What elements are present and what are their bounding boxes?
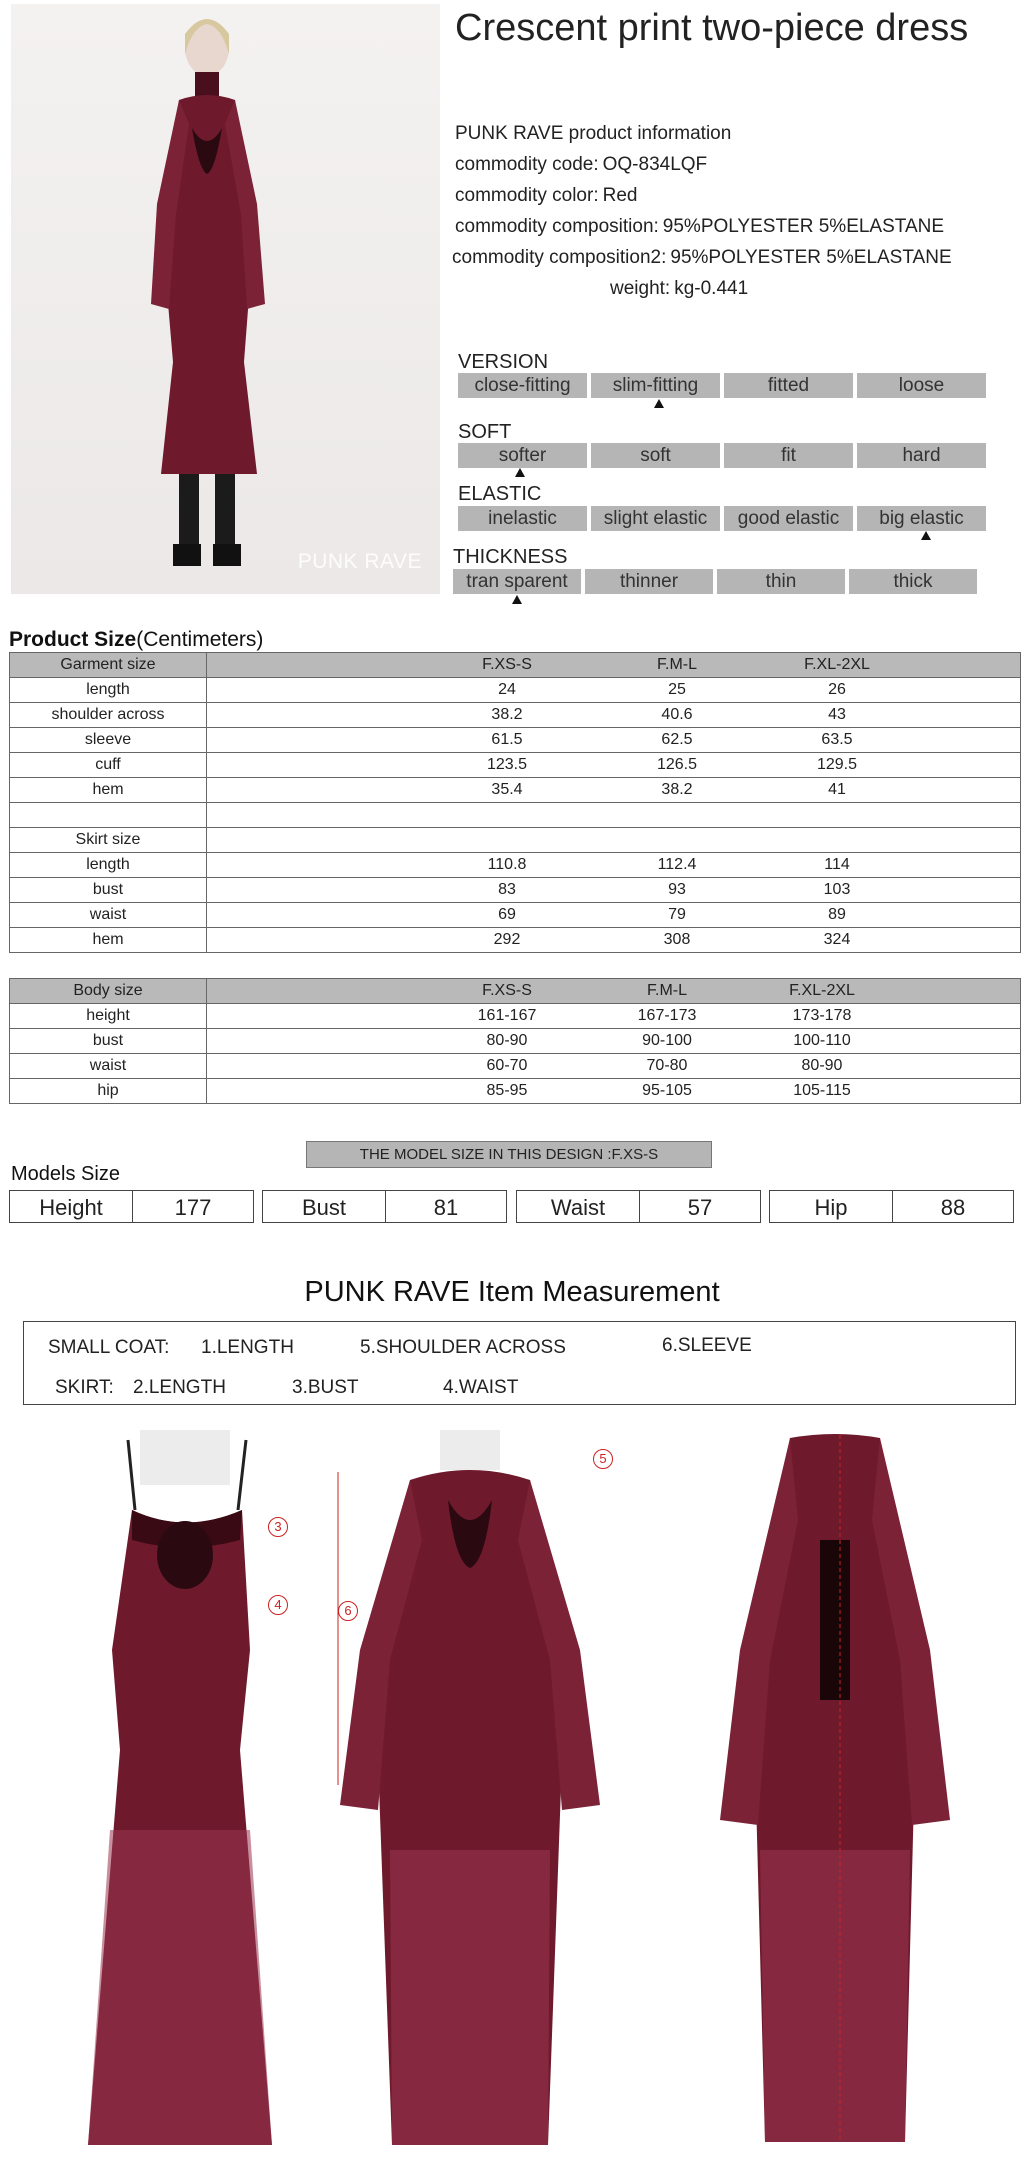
skirt-item: 4.WAIST xyxy=(443,1377,519,1398)
table-row: hem 35.4 38.2 41 xyxy=(10,778,1021,803)
table-row: bust 80-90 90-100 100-110 xyxy=(10,1029,1021,1054)
header-cell: Garment size xyxy=(10,653,207,678)
model-hip-value: 88 xyxy=(892,1190,1014,1223)
info-weight: weight: kg-0.441 xyxy=(610,278,749,299)
skirt-label: SKIRT: xyxy=(55,1377,114,1398)
back-dress-image xyxy=(700,1430,970,2150)
model-height-label: Height xyxy=(9,1190,133,1223)
product-title: Crescent print two-piece dress xyxy=(455,7,969,49)
table-row: waist 60-70 70-80 80-90 xyxy=(10,1054,1021,1079)
garment-size-table xyxy=(9,652,1021,953)
elastic-option: slight elastic xyxy=(591,506,720,531)
thickness-scale xyxy=(453,569,977,594)
measurement-title: PUNK RAVE Item Measurement xyxy=(304,1276,720,1308)
model-hip-label: Hip xyxy=(769,1190,893,1223)
table-header-row: Body size F.XS-S F.M-L F.XL-2XL xyxy=(10,979,1021,1004)
version-option: loose xyxy=(857,373,986,398)
model-size-banner: THE MODEL SIZE IN THIS DESIGN :F.XS-S xyxy=(306,1141,712,1168)
measure-marker-3: 3 xyxy=(268,1517,288,1537)
table-row: cuff 123.5 126.5 129.5 xyxy=(10,753,1021,778)
brand-line: PUNK RAVE product information xyxy=(455,123,732,144)
thickness-selected-marker xyxy=(512,595,522,604)
info-composition: commodity composition: 95%POLYESTER 5%ELASTANE xyxy=(455,216,945,237)
table-row: height 161-167 167-173 173-178 xyxy=(10,1004,1021,1029)
version-selected-marker xyxy=(654,399,664,408)
table-row: length 110.8 112.4 114 xyxy=(10,853,1021,878)
elastic-scale xyxy=(458,506,986,531)
skirt-item: 2.LENGTH xyxy=(133,1377,226,1398)
coat-item: 5.SHOULDER ACROSS xyxy=(360,1337,566,1358)
soft-scale xyxy=(458,443,986,468)
elastic-selected-marker xyxy=(921,531,931,540)
elastic-option: big elastic xyxy=(857,506,986,531)
table-row: length 24 25 26 xyxy=(10,678,1021,703)
skirt-header-row: Skirt size xyxy=(10,828,1021,853)
soft-selected-marker xyxy=(515,468,525,477)
soft-title: SOFT xyxy=(458,421,512,443)
measure-marker-5: 5 xyxy=(593,1449,613,1469)
table-row: bust 83 93 103 xyxy=(10,878,1021,903)
slip-dress-image xyxy=(80,1430,280,2150)
elastic-title: ELASTIC xyxy=(458,483,542,505)
model-bust-label: Bust xyxy=(262,1190,386,1223)
product-size-heading: Product Size(Centimeters) xyxy=(9,628,264,651)
soft-option: hard xyxy=(857,443,986,468)
coat-item: 1.LENGTH xyxy=(201,1337,294,1358)
soft-option: soft xyxy=(591,443,720,468)
coat-item: 6.SLEEVE xyxy=(662,1335,752,1356)
product-info xyxy=(452,118,952,304)
version-option: close-fitting xyxy=(458,373,587,398)
version-option: fitted xyxy=(724,373,853,398)
skirt-item: 3.BUST xyxy=(292,1377,359,1398)
table-row: sleeve 61.5 62.5 63.5 xyxy=(10,728,1021,753)
measurement-legend xyxy=(23,1321,1016,1405)
table-row: hem 292 308 324 xyxy=(10,928,1021,953)
thickness-title: THICKNESS xyxy=(453,546,568,568)
coat-label: SMALL COAT: xyxy=(48,1337,170,1358)
header-sizes: F.XS-S F.M-L F.XL-2XL xyxy=(207,653,1021,678)
model-illustration xyxy=(11,4,440,594)
model-waist-value: 57 xyxy=(639,1190,761,1223)
brand-watermark: PUNK RAVE xyxy=(297,550,422,573)
table-row: waist 69 79 89 xyxy=(10,903,1021,928)
soft-option: softer xyxy=(458,443,587,468)
thickness-option: thin xyxy=(717,569,845,594)
version-option: slim-fitting xyxy=(591,373,720,398)
measure-marker-4: 4 xyxy=(268,1595,288,1615)
info-composition2: commodity composition2: 95%POLYESTER 5%ELASTANE xyxy=(452,247,952,268)
models-size-heading: Models Size xyxy=(11,1163,120,1185)
table-row: hip 85-95 95-105 105-115 xyxy=(10,1079,1021,1104)
model-waist-label: Waist xyxy=(516,1190,640,1223)
model-height-value: 177 xyxy=(132,1190,254,1223)
thickness-option: thick xyxy=(849,569,977,594)
thickness-option: tran sparent xyxy=(453,569,581,594)
info-color: commodity color: Red xyxy=(455,185,638,206)
elastic-option: good elastic xyxy=(724,506,853,531)
measure-marker-6: 6 xyxy=(338,1601,358,1621)
info-code: commodity code: OQ-834LQF xyxy=(455,154,708,175)
product-hero-photo xyxy=(11,4,440,594)
thickness-option: thinner xyxy=(585,569,713,594)
version-title: VERSION xyxy=(458,351,549,373)
soft-option: fit xyxy=(724,443,853,468)
front-dress-image xyxy=(330,1430,610,2150)
table-header-row xyxy=(10,653,1021,678)
table-row: shoulder across 38.2 40.6 43 xyxy=(10,703,1021,728)
model-bust-value: 81 xyxy=(385,1190,507,1223)
elastic-option: inelastic xyxy=(458,506,587,531)
body-size-table xyxy=(9,978,1021,1104)
version-scale xyxy=(458,373,986,398)
empty-row xyxy=(10,803,1021,828)
